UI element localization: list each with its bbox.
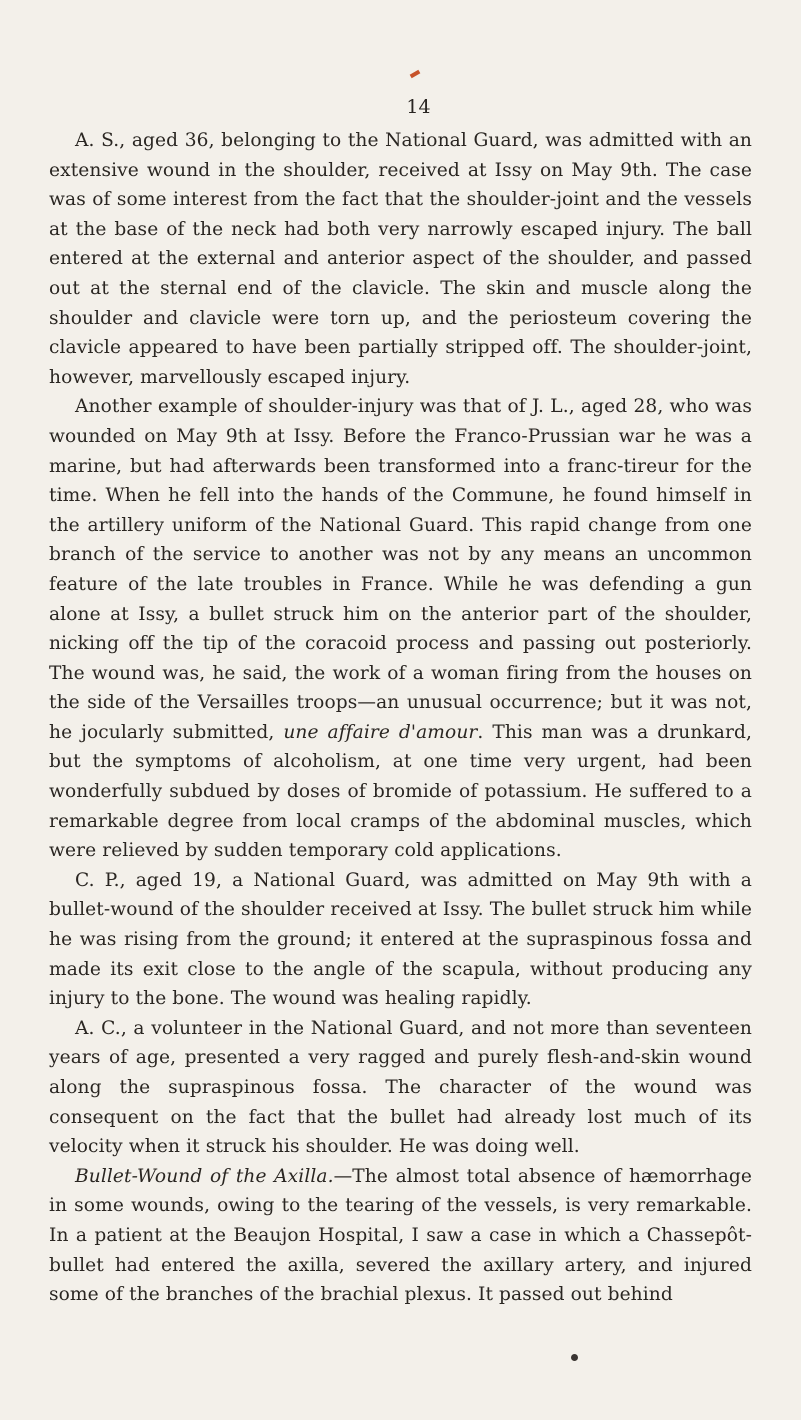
body-text bbox=[49, 126, 752, 1310]
ink-dot bbox=[571, 1354, 578, 1361]
text-run: C. P., aged 19, a National Guard, was admitted on May 9th with a bullet-wound of the shoulder received at Issy. The bullet struck him while he was rising from the ground; it entered at the supraspinous fossa and made its exit close to the angle of the scapula, without producing any injury to the bone. The wound was healing rapidly. bbox=[49, 869, 752, 1010]
text-run: A. S., aged 36, belonging to the National Guard, was admitted with an extensive wound in the shoulder, received at Issy on May 9th. The case was of some interest from the fact that the shoulder-joint and the vessels at the base of the neck had both very narrowly escaped injury. The ball entered at the external and anterior aspect of the shoulder, and passed out at the sternal end of the clavicle. The skin and muscle along the shoulder and clavicle were torn up, and the periosteum covering the clavicle appeared to have been partially stripped off. The shoulder-joint, however, marvellously escaped injury. bbox=[49, 130, 752, 388]
paragraph bbox=[49, 1162, 752, 1310]
text-run: Another example of shoulder-injury was that of J. L., aged 28, who was wounded on May 9th at Issy. Before the Franco-Prussian war he was a marine, but had afterwards been transformed into a franc-tireur for the time. When he fell into the hands of the Commune, he found himself in the artillery uniform of the National Guard. This rapid change from one branch of the service to another was not by any means an uncommon feature of the late troubles in France. While he was defending a gun alone at Issy, a bullet struck him on the anterior part of the shoulder, nicking off the tip of the coracoid process and passing out posteriorly. The wound was, he said, the work of a woman firing from the houses on the side of the Versailles troops—an unusual occurrence; but it was not, he jocularly submitted, bbox=[49, 396, 752, 743]
text-run: A. C., a volunteer in the National Guard, and not more than seventeen years of age, presented a very ragged and purely flesh-and-skin wound along the supraspinous fossa. The character of the wound was consequent on the fact that the bullet had already lost much of its velocity when it struck his shoulder. He was doing well. bbox=[49, 1017, 752, 1158]
paragraph bbox=[49, 1014, 752, 1162]
paragraph bbox=[49, 392, 752, 866]
paragraph bbox=[49, 866, 752, 1014]
text-run: . This man was a drunkard, but the symptoms of alcoholism, at one time very urgent, had been wonderfully subdued by doses of bromide of potassium. He suffered to a remarkable degree from local cramps of the abdominal muscles, which were relieved by sudden temporary cold applications. bbox=[49, 721, 752, 862]
paragraph bbox=[49, 126, 752, 392]
italic-text: une affaire d'amour bbox=[283, 721, 478, 743]
text-run: —The almost total absence of hæmorrhage in some wounds, owing to the tearing of the vessels, is very remarkable. In a patient at the Beaujon Hospital, I saw a case in which a Chassepôt-bullet had entered the axilla, severed the axillary artery, and injured some of the branches of the brachial plexus. It passed out behind bbox=[49, 1165, 752, 1306]
italic-text: Bullet-Wound of the Axilla. bbox=[75, 1165, 334, 1187]
page-number: 14 bbox=[406, 96, 431, 118]
ink-mark bbox=[410, 70, 421, 78]
